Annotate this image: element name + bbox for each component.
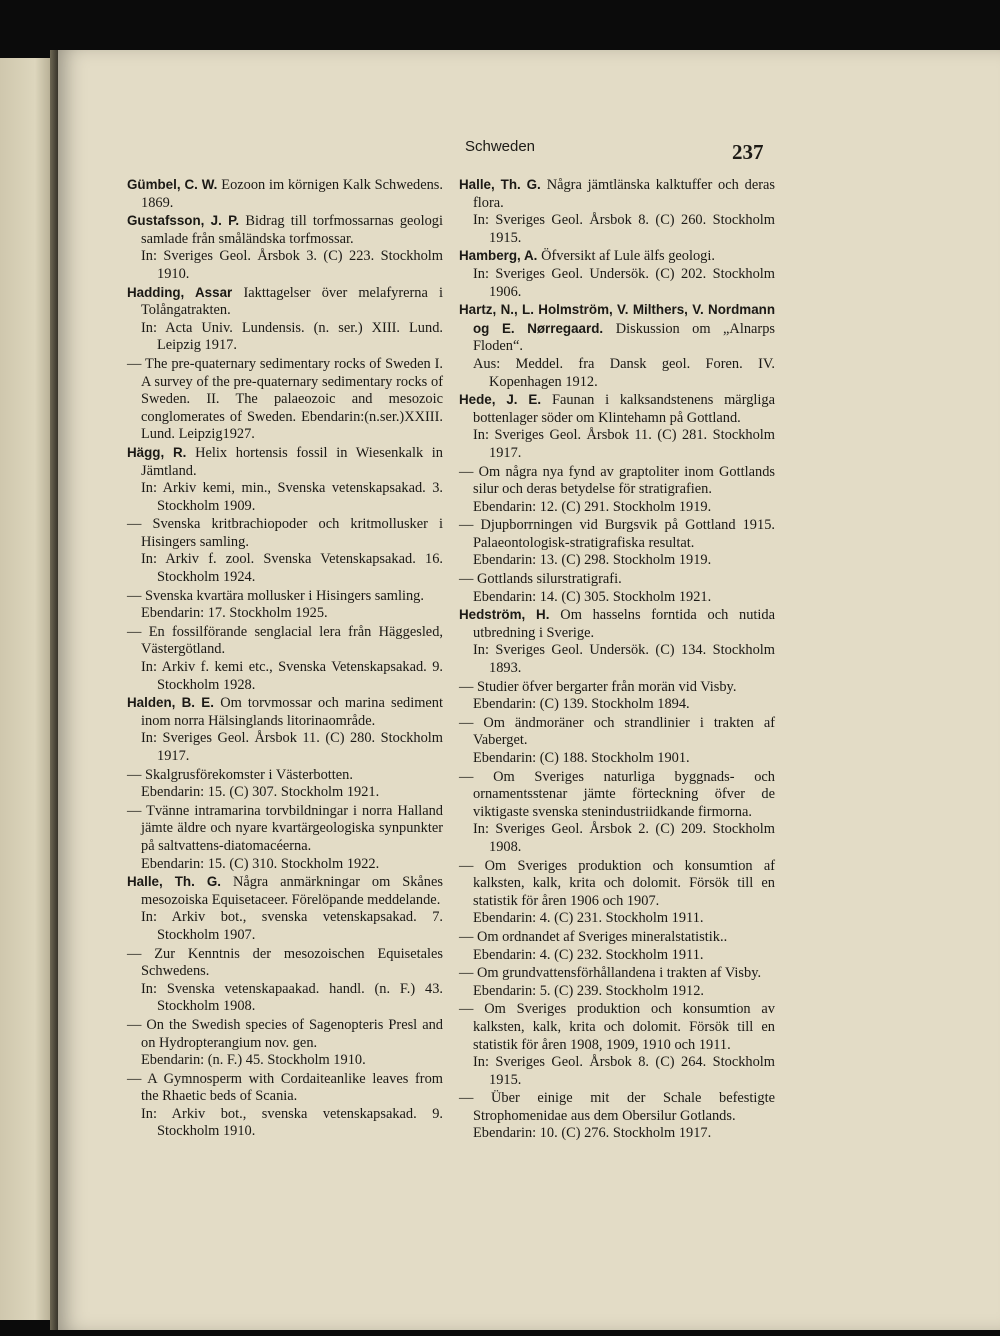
entry-publication: Ebendarin: 10. (C) 276. Stockholm 1917. [473,1125,712,1142]
entry-title: — Om Sveriges produktion och konsumtion af kalksten, kalk, krita och dolomit. Försök till en statistik för åren 1906 och 1907. [459,857,775,909]
entry-publication: In: Sveriges Geol. Undersök. (C) 202. Stockholm 1906. [473,265,775,300]
entry-title-line [459,678,775,697]
entry-title-line [127,444,443,480]
entry-publication: In: Sveriges Geol. Årsbok 11. (C) 280. Stockholm 1917. [141,730,443,764]
entry-publication: Ebendarin: 5. (C) 239. Stockholm 1912. [473,982,705,999]
entry-author: Halle, Th. G. [459,177,541,192]
entry-publication: In: Sveriges Geol. Årsbok 8. (C) 264. Stockholm 1915. [473,1054,775,1088]
entry-title-line [127,587,443,606]
entry-title: Bidrag till torfmossarnas geologi samlade från småländska torfmossar. [141,213,443,247]
bibliography-entry [459,463,775,517]
entry-title: — On the Swedish species of Sagenopteris Presl and on Hydropterangium nov. gen. [127,1016,443,1051]
entry-title-line [459,606,775,642]
entry-publication: In: Sveriges Geol. Årsbok 8. (C) 260. Stockholm 1915. [473,212,775,246]
entry-title: — Om några nya fynd av graptoliter inom Gottlands silur och deras betydelse för stratigrafien. [459,463,775,498]
running-head: Schweden [464,138,536,155]
entry-publication: In: Sveriges Geol. Undersök. (C) 134. Stockholm 1893. [473,642,775,677]
right-column [459,176,775,1143]
entry-author: Hartz, N., L. Holmström, V. Milthers, V. Nordmann og E. Nørregaard. [459,302,775,336]
entry-title-line [127,212,443,248]
entry-title: — Om grundvattensförhållandena i trakten af Visby. [459,965,762,982]
bibliography-entry [459,857,775,928]
entry-publication: Ebendarin: 12. (C) 291. Stockholm 1919. [473,498,712,515]
entry-title: — Gottlands silurstratigrafi. [459,571,622,588]
entry-title: Diskussion om „Alnarps Floden“. [473,320,775,355]
bibliography-entry [459,301,775,391]
bibliography-entry [127,587,443,623]
entry-publication: Ebendarin: 4. (C) 232. Stockholm 1911. [473,946,704,963]
entry-title: — Om ändmoräner och strandlinier i trakten af Vaberget. [459,714,775,749]
entry-publication: In: Arkiv kemi, min., Svenska vetenskapsakad. 3. Stockholm 1909. [141,480,443,514]
bibliography-entry [127,802,443,873]
entry-title: — Svenska kvartära mollusker i Hisingers samling. [127,587,424,604]
entry-title: Om hasselns forntida och nutida utbredning i Sverige. [473,607,775,641]
entry-title-line [127,623,443,659]
bibliography-entry [459,964,775,1000]
entry-title-line [127,515,443,551]
entry-title-line [127,802,443,856]
entry-author: Gustafsson, J. P. [127,213,240,229]
entry-title-line [459,570,775,589]
entry-author: Hedström, H. [459,607,550,623]
bibliography-entry [459,678,775,714]
entry-title: — Studier öfver bergarter från morän vid Visby. [459,678,737,695]
entry-publication: In: Arkiv f. kemi etc., Svenska Vetenskapsakad. 9. Stockholm 1928. [141,659,443,693]
bibliography-entry [127,1016,443,1070]
entry-title-line [127,1016,443,1052]
entry-publication: In: Sveriges Geol. Årsbok 3. (C) 223. Stockholm 1910. [141,248,443,282]
entry-title: Några jämtlänska kalktuffer och deras flora. [473,177,775,211]
entry-title: Om torvmossar och marina sediment inom norra Hälsinglands litorinaområde. [141,695,443,729]
entry-title-line [127,1070,443,1106]
bibliography-entry [459,606,775,677]
entry-title-line [459,1089,775,1125]
left-column [127,176,443,1141]
entry-title: — The pre-quaternary sedimentary rocks of Sweden I. A survey of the pre-quaternary sedimentary rocks of Sweden. II. The palaeozoic and mesozoic conglomerates of Sweden. Ebendarin:(n.ser.)XXIII. Lund. Leipzig1927. [127,355,443,443]
entry-title-line [127,945,443,981]
entry-publication: Ebendarin: 14. (C) 305. Stockholm 1921. [473,588,712,605]
entry-publication: Ebendarin: (C) 139. Stockholm 1894. [473,696,690,713]
entry-title-line [127,355,443,444]
bibliography-entry [127,1070,443,1141]
bibliography-entry [459,714,775,768]
entry-title: — Svenska kritbrachiopoder och kritmollusker i Hisingers samling. [127,516,443,550]
entry-publication: In: Acta Univ. Lundensis. (n. ser.) XIII. Lund. Leipzig 1917. [141,319,443,354]
entry-publication: In: Svenska vetenskapaakad. handl. (n. F.) 43. Stockholm 1908. [141,980,443,1015]
bibliography-entry [459,516,775,570]
bibliography-entry [459,391,775,462]
entry-title-line [459,247,775,266]
bibliography-entry [127,355,443,444]
bibliography-entry [127,444,443,515]
bibliography-entry [127,284,443,355]
entry-author: Hede, J. E. [459,392,542,408]
entry-title-line [459,1000,775,1054]
bibliography-entry [127,623,443,694]
entry-title: — Om Sveriges produktion och konsumtion av kalksten, kalk, krita och dolomit. Försök till en statistik för åren 1908, 1909, 1910 och 1911. [459,1001,775,1053]
entry-title-line [459,768,775,822]
entry-publication: In: Arkiv f. zool. Svenska Vetenskapsakad. 16. Stockholm 1924. [141,551,443,586]
page-number: 237 [732,140,764,164]
entry-publication: Ebendarin: 15. (C) 310. Stockholm 1922. [141,855,380,872]
entry-title: Iakttagelser över melafyrerna i Tolångatrakten. [141,284,443,319]
entry-publication: In: Arkiv bot., svenska vetenskapsakad. 9. Stockholm 1910. [141,1105,443,1140]
entry-title-line [459,964,775,983]
entry-title: Eozoon im körnigen Kalk Schwedens. 1869. [141,177,443,211]
entry-author: Hägg, R. [127,444,187,460]
entry-author: Halle, Th. G. [127,874,221,890]
bibliography-entry [459,928,775,964]
bibliography-entry [459,1000,775,1089]
bibliography-entry [127,873,443,944]
entry-title-line [459,516,775,552]
entry-author: Hadding, Assar [127,284,233,300]
entry-title-line [127,176,443,212]
entry-title-line [459,176,775,212]
bibliography-entry [127,176,443,212]
entry-title-line [127,873,443,909]
entry-title: — Djupborrningen vid Burgsvik på Gottland 1915. Palaeontologisk-stratigrafiska resultat. [459,517,775,551]
entry-title: Öfversikt af Lule älfs geologi. [541,248,715,265]
entry-publication: In: Arkiv bot., svenska vetenskapsakad. 7. Stockholm 1907. [141,909,443,943]
entry-title: Faunan i kalksandstenens märgliga bottenlager söder om Klintehamn på Gottland. [473,392,775,426]
entry-title: Helix hortensis fossil in Wiesenkalk in Jämtland. [141,444,443,479]
entry-publication: Ebendarin: (n. F.) 45. Stockholm 1910. [141,1052,366,1069]
entry-title-line [459,928,775,947]
entry-title: — En fossilförande senglacial lera från Häggesled, Västergötland. [127,623,443,658]
bibliography-entry [127,515,443,586]
entry-title: — Om Sveriges naturliga byggnads- och ornamentsstenar jämte förteckning öfver de viktigaste svenska stenindustriidkande firmorna. [459,768,775,820]
entry-publication: Ebendarin: 17. Stockholm 1925. [141,605,328,622]
entry-title-line [459,714,775,750]
entry-publication: Ebendarin: 13. (C) 298. Stockholm 1919. [473,552,712,569]
entry-publication: Ebendarin: 15. (C) 307. Stockholm 1921. [141,784,380,801]
entry-title-line [127,766,443,785]
bibliography-entry [127,766,443,802]
bibliography-entry [459,570,775,606]
entry-publication: In: Sveriges Geol. Årsbok 11. (C) 281. Stockholm 1917. [473,427,775,461]
entry-title-line [459,857,775,911]
entry-publication: In: Sveriges Geol. Årsbok 2. (C) 209. Stockholm 1908. [473,821,775,855]
bibliography-entry [127,212,443,283]
entry-title: — A Gymnosperm with Cordaiteanlike leaves from the Rhaetic beds of Scania. [127,1070,443,1105]
entry-author: Gümbel, C. W. [127,177,218,192]
entry-title: Några anmärkningar om Skånes mesozoiska Equisetaceer. Förelöpande meddelande. [141,874,443,908]
entry-author: Halden, B. E. [127,695,214,711]
entry-title: — Zur Kenntnis der mesozoischen Equisetales Schwedens. [127,945,443,980]
entry-title: — Tvänne intramarina torvbildningar i norra Halland jämte äldre och nyare kvartärgeologiska synpunkter på saltvattens-diatomacéerna. [127,802,443,854]
entry-title-line [127,694,443,730]
bibliography-entry [459,768,775,857]
bibliography-entry [127,945,443,1016]
entry-title-line [127,284,443,320]
entry-title: — Skalgrusförekomster i Västerbotten. [127,766,353,783]
entry-author: Hamberg, A. [459,248,538,264]
bibliography-entry [127,694,443,765]
entry-publication: Ebendarin: 4. (C) 231. Stockholm 1911. [473,910,704,927]
entry-title-line [459,301,775,356]
bibliography-entry [459,176,775,247]
entry-publication: Aus: Meddel. fra Dansk geol. Foren. IV. Kopenhagen 1912. [473,355,775,390]
entry-title: — Über einige mit der Schale befestigte Strophomenidae aus dem Obersilur Gotlands. [459,1090,775,1124]
facing-page-edge [0,58,50,1320]
bibliography-entry [459,1089,775,1143]
entry-publication: Ebendarin: (C) 188. Stockholm 1901. [473,750,690,766]
entry-title: — Om ordnandet af Sveriges mineralstatistik.. [459,928,728,945]
entry-title-line [459,463,775,499]
bibliography-entry [459,247,775,301]
entry-title-line [459,391,775,427]
